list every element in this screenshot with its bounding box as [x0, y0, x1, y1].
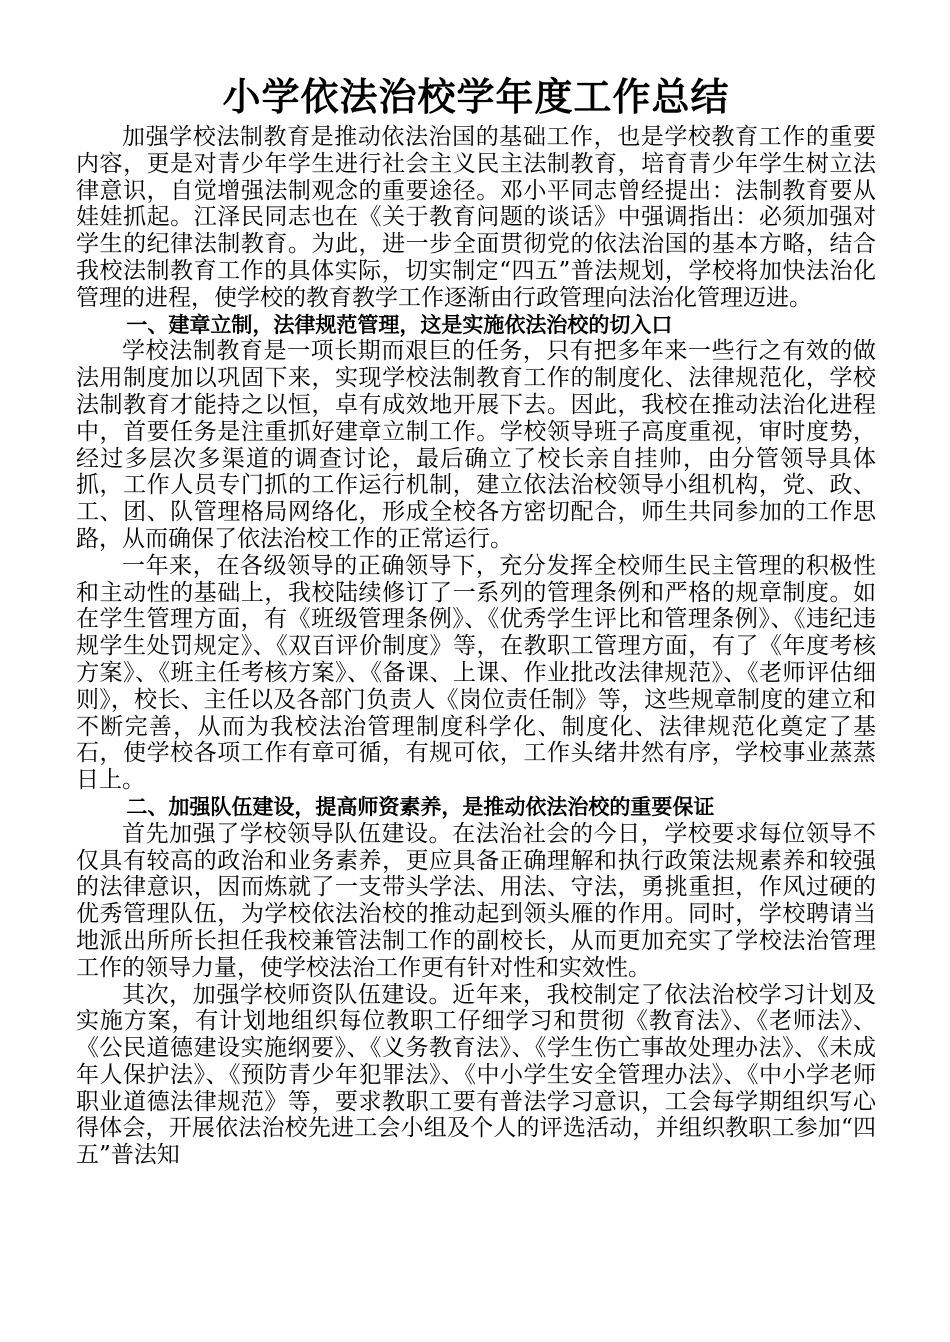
section-1-heading: 一、建章立制，法律规范管理，这是实施依法治校的切入口: [126, 312, 673, 337]
section-1-paragraph-2: 一年来，在各级领导的正确领导下，充分发挥全校师生民主管理的积极性和主动性的基础上，我校陆续修订了一系列的管理条例和严格的规章制度。如在学生管理方面，有《班级管理条例》、《优秀学生评比和管理条例》、《违纪违规学生处罚规定》、《双百评价制度》等，在教职工管理方面，有了《年度考核方案》、《班主任考核方案》、《备课、上课、作业批改法律规范》、《老师评估细则》，校长、主任以及各部门负责人《岗位责任制》等，这些规章制度的建立和不断完善，从而为我校法治管理制度科学化、制度化、法律规范化奠定了基石，使学校各项工作有章可循，有规可依，工作头绪井然有序，学校事业蒸蒸日上。: [76, 552, 876, 794]
document-title: 小学依法治校学年度工作总结: [222, 75, 730, 119]
section-2-heading: 二、加强队伍建设，提高师资素养，是推动依法治校的重要保证: [126, 794, 715, 819]
section-2-paragraph-1: 首先加强了学校领导队伍建设。在法治社会的今日，学校要求每位领导不仅具有较高的政治和业务素养，更应具备正确理解和执行政策法规素养和较强的法律意识，因而炼就了一支带头学法、用法、守法，勇挑重担，作风过硬的优秀管理队伍，为学校依法治校的推动起到领头雁的作用。同时，学校聘请当地派出所所长担任我校兼管法制工作的副校长，从而更加充实了学校法治管理工作的领导力量，使学校法治工作更有针对性和实效性。: [76, 820, 876, 981]
section-2-paragraph-2: 其次，加强学校师资队伍建设。近年来，我校制定了依法治校学习计划及实施方案，有计划地组织每位教职工仔细学习和贯彻《教育法》、《老师法》、《公民道德建设实施纲要》、《义务教育法》、《学生伤亡事故处理办法》、《未成年人保护法》、《预防青少年犯罪法》、《中小学生安全管理办法》、《中小学老师职业道德法律规范》等，要求教职工要有普法学习意识，工会每学期组织写心得体会，开展依法治校先进工会小组及个人的评选活动，并组织教职工参加“四五”普法知: [76, 981, 876, 1169]
intro-paragraph: 加强学校法制教育是推动依法治国的基础工作，也是学校教育工作的重要内容，更是对青少年学生进行社会主义民主法制教育，培育青少年学生树立法律意识，自觉增强法制观念的重要途径。邓小平同志曾经提出：法制教育要从娃娃抓起。江泽民同志也在《关于教育问题的谈话》中强调指出：必须加强对学生的纪律法制教育。为此，进一步全面贯彻党的依法治国的基本方略，结合我校法制教育工作的具体实际，切实制定“四五”普法规划，学校将加快法治化管理的进程，使学校的教育教学工作逐渐由行政管理向法治化管理迈进。: [76, 124, 876, 311]
document-page: [76, 70, 876, 1169]
section-1-paragraph-1: 学校法制教育是一项长期而艰巨的任务，只有把多年来一些行之有效的做法用制度加以巩固下来，实现学校法制教育工作的制度化、法律规范化，学校法制教育才能持之以恒，卓有成效地开展下去。因此，我校在推动法治化进程中，首要任务是注重抓好建章立制工作。学校领导班子高度重视，审时度势，经过多层次多渠道的调查讨论，最后确立了校长亲自挂帅，由分管领导具体抓，工作人员专门抓的工作运行机制，建立依法治校领导小组机构，党、政、工、团、队管理格局网络化，形成全校各方密切配合，师生共同参加的工作思路，从而确保了依法治校工作的正常运行。: [76, 338, 876, 552]
